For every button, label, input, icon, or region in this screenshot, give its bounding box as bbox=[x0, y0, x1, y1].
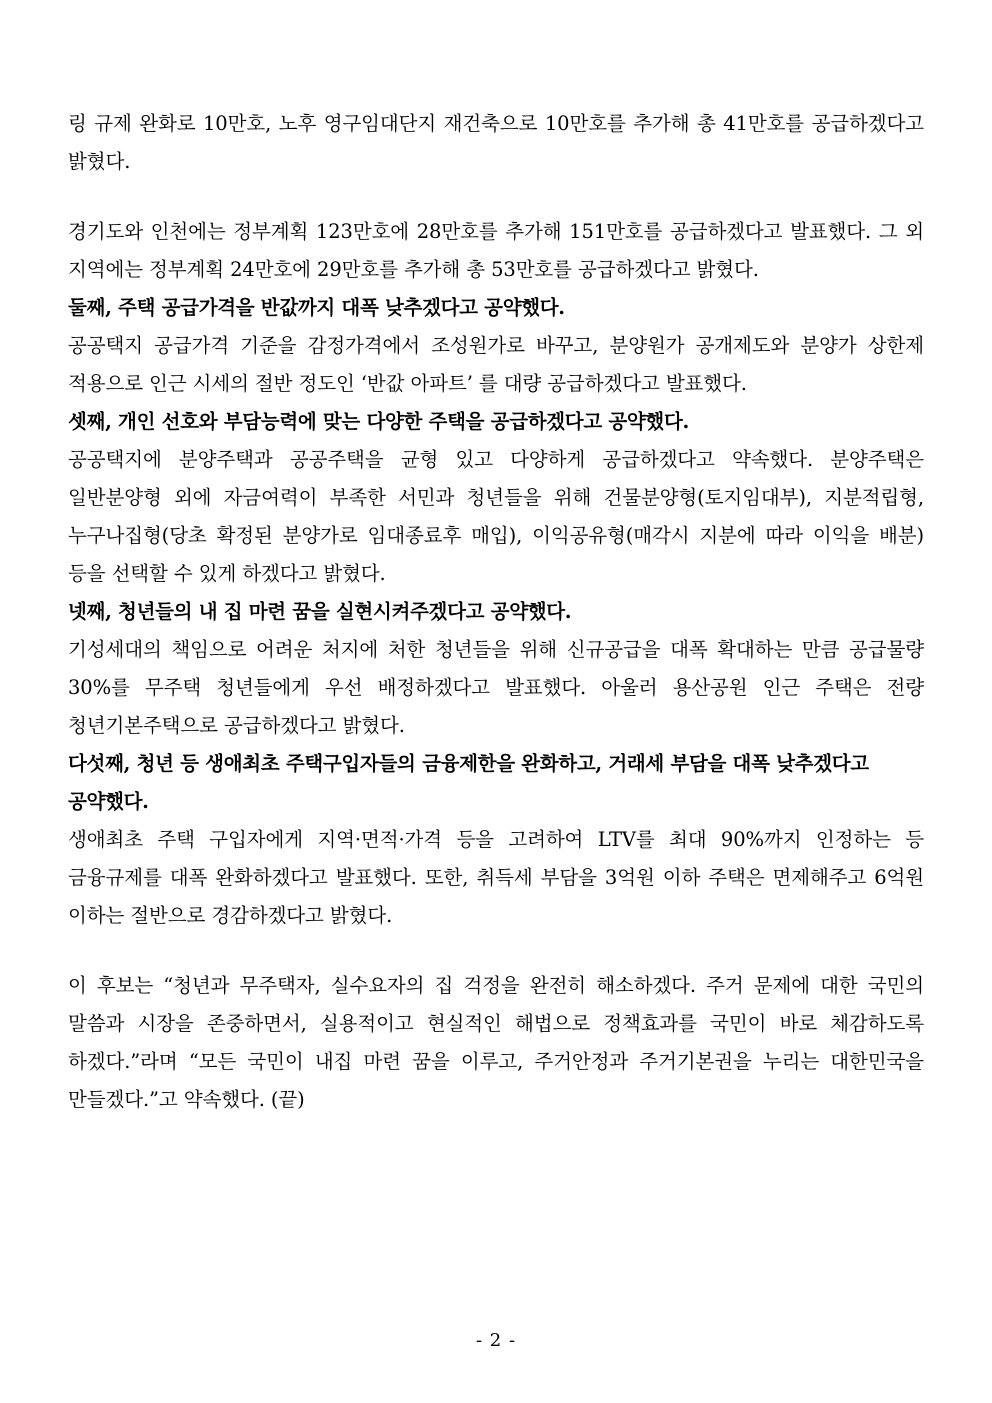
section-heading: 둘째, 주택 공급가격을 반값까지 대폭 낮추겠다고 공약했다. bbox=[68, 296, 565, 319]
document-body bbox=[68, 105, 924, 1119]
section-heading: 셋째, 개인 선호와 부담능력에 맞는 다양한 주택을 공급하겠다고 공약했다. bbox=[68, 410, 689, 433]
page-number: - 2 - bbox=[475, 1330, 517, 1351]
body-paragraph: 이 후보는 “청년과 무주택자, 실수요자의 집 걱정을 완전히 해소하겠다. 주거 문제에 대한 국민의 말씀과 시장을 존중하면서, 실용적이고 현실적인 해법으로 정책효과를 국민이 바로 체감하도록 하겠다.”라며 “모든 국민이 내집 마련 꿈을 이루고, 주거안정과 주거기본권을 누리는 대한민국을 만들겠다.”고 약속했다. (끝) bbox=[68, 974, 924, 1111]
body-paragraph: 공공택지 공급가격 기준을 감정가격에서 조성원가로 바꾸고, 분양원가 공개제도와 분양가 상한제 적용으로 인근 시세의 절반 정도인 ‘반값 아파트’ 를 대량 공급하겠다고 발표했다. bbox=[68, 334, 924, 395]
body-paragraph: 공공택지에 분양주택과 공공주택을 균형 있고 다양하게 공급하겠다고 약속했다. 분양주택은 일반분양형 외에 자금여력이 부족한 서민과 청년들을 위해 건물분양형(토지임대부), 지분적립형, 누구나집형(당초 확정된 분양가로 임대종료후 매입), 이익공유형(매각시 지분에 따라 이익을 배분) 등을 선택할 수 있게 하겠다고 밝혔다. bbox=[68, 448, 924, 585]
body-paragraph: 경기도와 인천에는 정부계획 123만호에 28만호를 추가해 151만호를 공급하겠다고 발표했다. 그 외 지역에는 정부계획 24만호에 29만호를 추가해 총 53만호를 공급하겠다고 밝혔다. bbox=[68, 220, 924, 281]
body-paragraph: 생애최초 주택 구입자에게 지역·면적·가격 등을 고려하여 LTV를 최대 90%까지 인정하는 등 금융규제를 대폭 완화하겠다고 발표했다. 또한, 취득세 부담을 3억원 이하 주택은 면제해주고 6억원 이하는 절반으로 경감하겠다고 밝혔다. bbox=[68, 828, 924, 927]
body-paragraph: 기성세대의 책임으로 어려운 처지에 처한 청년들을 위해 신규공급을 대폭 확대하는 만큼 공급물량 30%를 무주택 청년들에게 우선 배정하겠다고 발표했다. 아울러 용산공원 인근 주택은 전량 청년기본주택으로 공급하겠다고 밝혔다. bbox=[68, 638, 924, 737]
body-paragraph: 링 규제 완화로 10만호, 노후 영구임대단지 재건축으로 10만호를 추가해 총 41만호를 공급하겠다고 밝혔다. bbox=[68, 112, 924, 173]
section-heading: 다섯째, 청년 등 생애최초 주택구입자들의 금융제한을 완화하고, 거래세 부담을 대폭 낮추겠다고 공약했다. bbox=[68, 752, 869, 813]
section-heading: 넷째, 청년들의 내 집 마련 꿈을 실현시켜주겠다고 공약했다. bbox=[68, 600, 572, 623]
